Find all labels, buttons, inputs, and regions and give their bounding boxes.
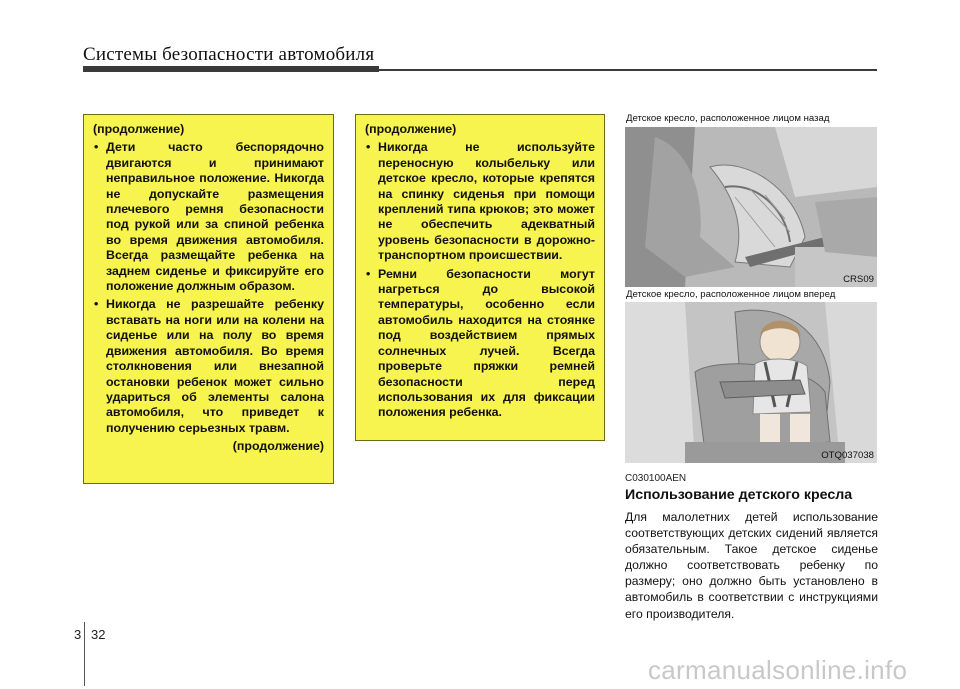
watermark: carmanualsonline.info (648, 655, 908, 685)
forward-facing-seat-photo (625, 302, 877, 463)
rear-facing-seat-photo (625, 127, 877, 287)
warning-list-left (93, 140, 324, 436)
header-title: Системы безопасности автомобиля (83, 44, 375, 65)
warning-item: • Дети часто беспорядочно двигаются и принимают неправильное положение. Никогда не допускайте размещения плечевого ремня безопасности под рукой или за спиной ребенка во время движения автомобиля. Всегда размещайте ребенка на заднем сиденье и фиксируйте его положение должным образом. (93, 140, 324, 294)
continued-label-top: (продолжение) (365, 122, 457, 136)
footer-divider (84, 622, 85, 686)
page-number: 32 (91, 627, 106, 642)
warning-item: • Ремни безопасности могут нагреться до высокой температуры, особенно если автомобиль находится на стоянке под воздействием прямых солнечных лучей. Всегда проверьте пряжки ремней безопасности перед использования их для фиксации положения ребенка. (365, 267, 595, 421)
figure-code-forward-facing: OTQ037038 (821, 450, 874, 461)
warning-list-middle (365, 140, 595, 420)
rear-facing-seat-illustration (625, 127, 877, 287)
continued-label-bottom: (продолжение) (232, 439, 324, 454)
warning-box-middle (355, 114, 605, 441)
figure-caption-rear-facing: Детское кресло, расположенное лицом назад (626, 113, 830, 124)
header-bar-thin (379, 69, 877, 71)
forward-facing-seat-illustration (625, 302, 877, 463)
continued-label-top: (продолжение) (93, 122, 185, 136)
header-bar-thick (83, 66, 379, 72)
figure-caption-forward-facing: Детское кресло, расположенное лицом вперед (626, 289, 836, 300)
warning-item: • Никогда не используйте переносную колыбельку или детское кресло, которые крепятся на спинку сиденья при помощи креплений типа крюков; это может не обеспечить адекватный уровень безопасности в дорожно-транспортном происшествии. (365, 140, 595, 263)
warning-box-left (83, 114, 334, 484)
section-code: C030100AEN (625, 473, 687, 484)
warning-item: • Никогда не разрешайте ребенку вставать на ноги или на колени на сиденье или на полу во время движения автомобиля. Во время столкновения или внезапной остановки ребенок может сильно удариться об элементы салона автомобиля, что приведет к получению серьезных травм. (93, 297, 324, 436)
section-title: Использование детского кресла (625, 487, 853, 503)
chapter-number: 3 (74, 627, 82, 642)
section-body: Для малолетних детей использование соответствующих детских сидений является обязательным. Такое детское сиденье должно соответствовать ребенку по размеру; оно должно быть установлено в автомобиль в соответствии с инструкциями его производителя. (625, 510, 878, 621)
figure-code-rear-facing: CRS09 (843, 274, 874, 285)
